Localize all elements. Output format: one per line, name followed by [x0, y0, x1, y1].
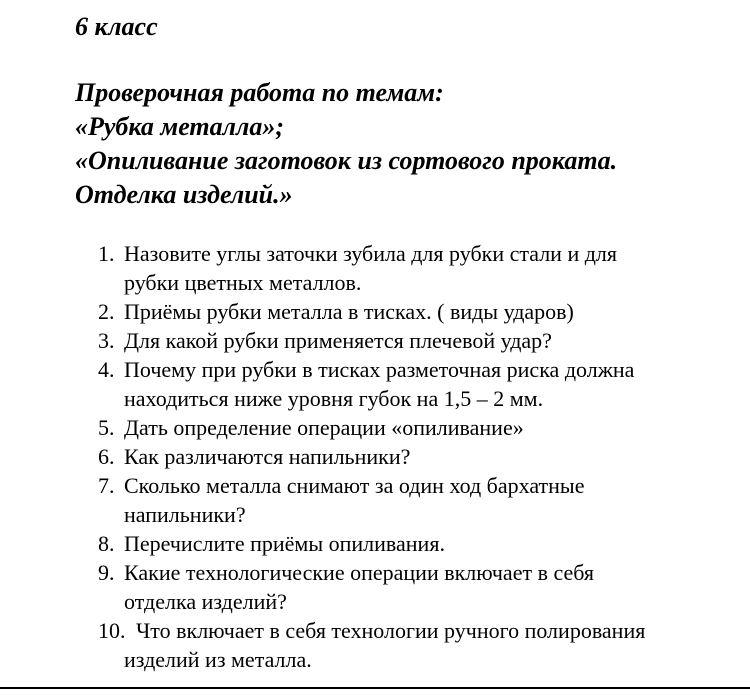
- question-number: 1.: [98, 241, 115, 266]
- question-list: [0, 239, 750, 674]
- question-number: 2.: [98, 299, 115, 324]
- question-item: [0, 471, 750, 529]
- question-item: [0, 616, 750, 674]
- question-text-line: рубки цветных металлов.: [124, 270, 362, 295]
- question-text-line: Как различаются напильники?: [124, 444, 411, 469]
- question-text-line: Что включает в себя технологии ручного полирования: [136, 618, 646, 643]
- grade-label: 6 класс: [75, 12, 158, 41]
- question-text-line: Приёмы рубки металла в тисках. ( виды ударов): [124, 299, 574, 324]
- question-text-line: Почему при рубки в тисках разметочная риска должна: [124, 357, 635, 382]
- question-item: [0, 558, 750, 616]
- question-item: [0, 239, 750, 297]
- question-number: 7.: [98, 473, 115, 498]
- question-text-line: Перечислите приёмы опиливания.: [124, 531, 445, 556]
- heading-line: Проверочная работа по темам:: [75, 78, 444, 107]
- question-number: 4.: [98, 357, 115, 382]
- question-text-line: изделий из металла.: [124, 647, 312, 672]
- question-number: 10.: [98, 618, 126, 643]
- worksheet-heading: [75, 76, 617, 212]
- bottom-rule: [0, 687, 750, 689]
- question-text-line: находиться ниже уровня губок на 1,5 – 2 мм.: [124, 386, 544, 411]
- question-number: 3.: [98, 328, 115, 353]
- question-number: 8.: [98, 531, 115, 556]
- heading-line: Отделка изделий.»: [75, 180, 293, 209]
- heading-line: «Рубка металла»;: [75, 112, 285, 141]
- question-text-line: Дать определение операции «опиливание»: [124, 415, 524, 440]
- question-item: [0, 413, 750, 442]
- question-number: 6.: [98, 444, 115, 469]
- question-item: [0, 326, 750, 355]
- question-item: [0, 529, 750, 558]
- question-text-line: напильники?: [124, 502, 246, 527]
- question-text-line: Сколько металла снимают за один ход бархатные: [124, 473, 585, 498]
- question-number: 9.: [98, 560, 115, 585]
- question-text-line: Для какой рубки применяется плечевой удар?: [124, 328, 552, 353]
- question-item: [0, 355, 750, 413]
- heading-line: «Опиливание заготовок из сортового проката.: [75, 146, 618, 175]
- question-item: [0, 297, 750, 326]
- question-item: [0, 442, 750, 471]
- question-number: 5.: [98, 415, 115, 440]
- question-text-line: Какие технологические операции включает в себя: [124, 560, 595, 585]
- question-text-line: Назовите углы заточки зубила для рубки стали и для: [124, 241, 618, 266]
- question-text-line: отделка изделий?: [124, 589, 287, 614]
